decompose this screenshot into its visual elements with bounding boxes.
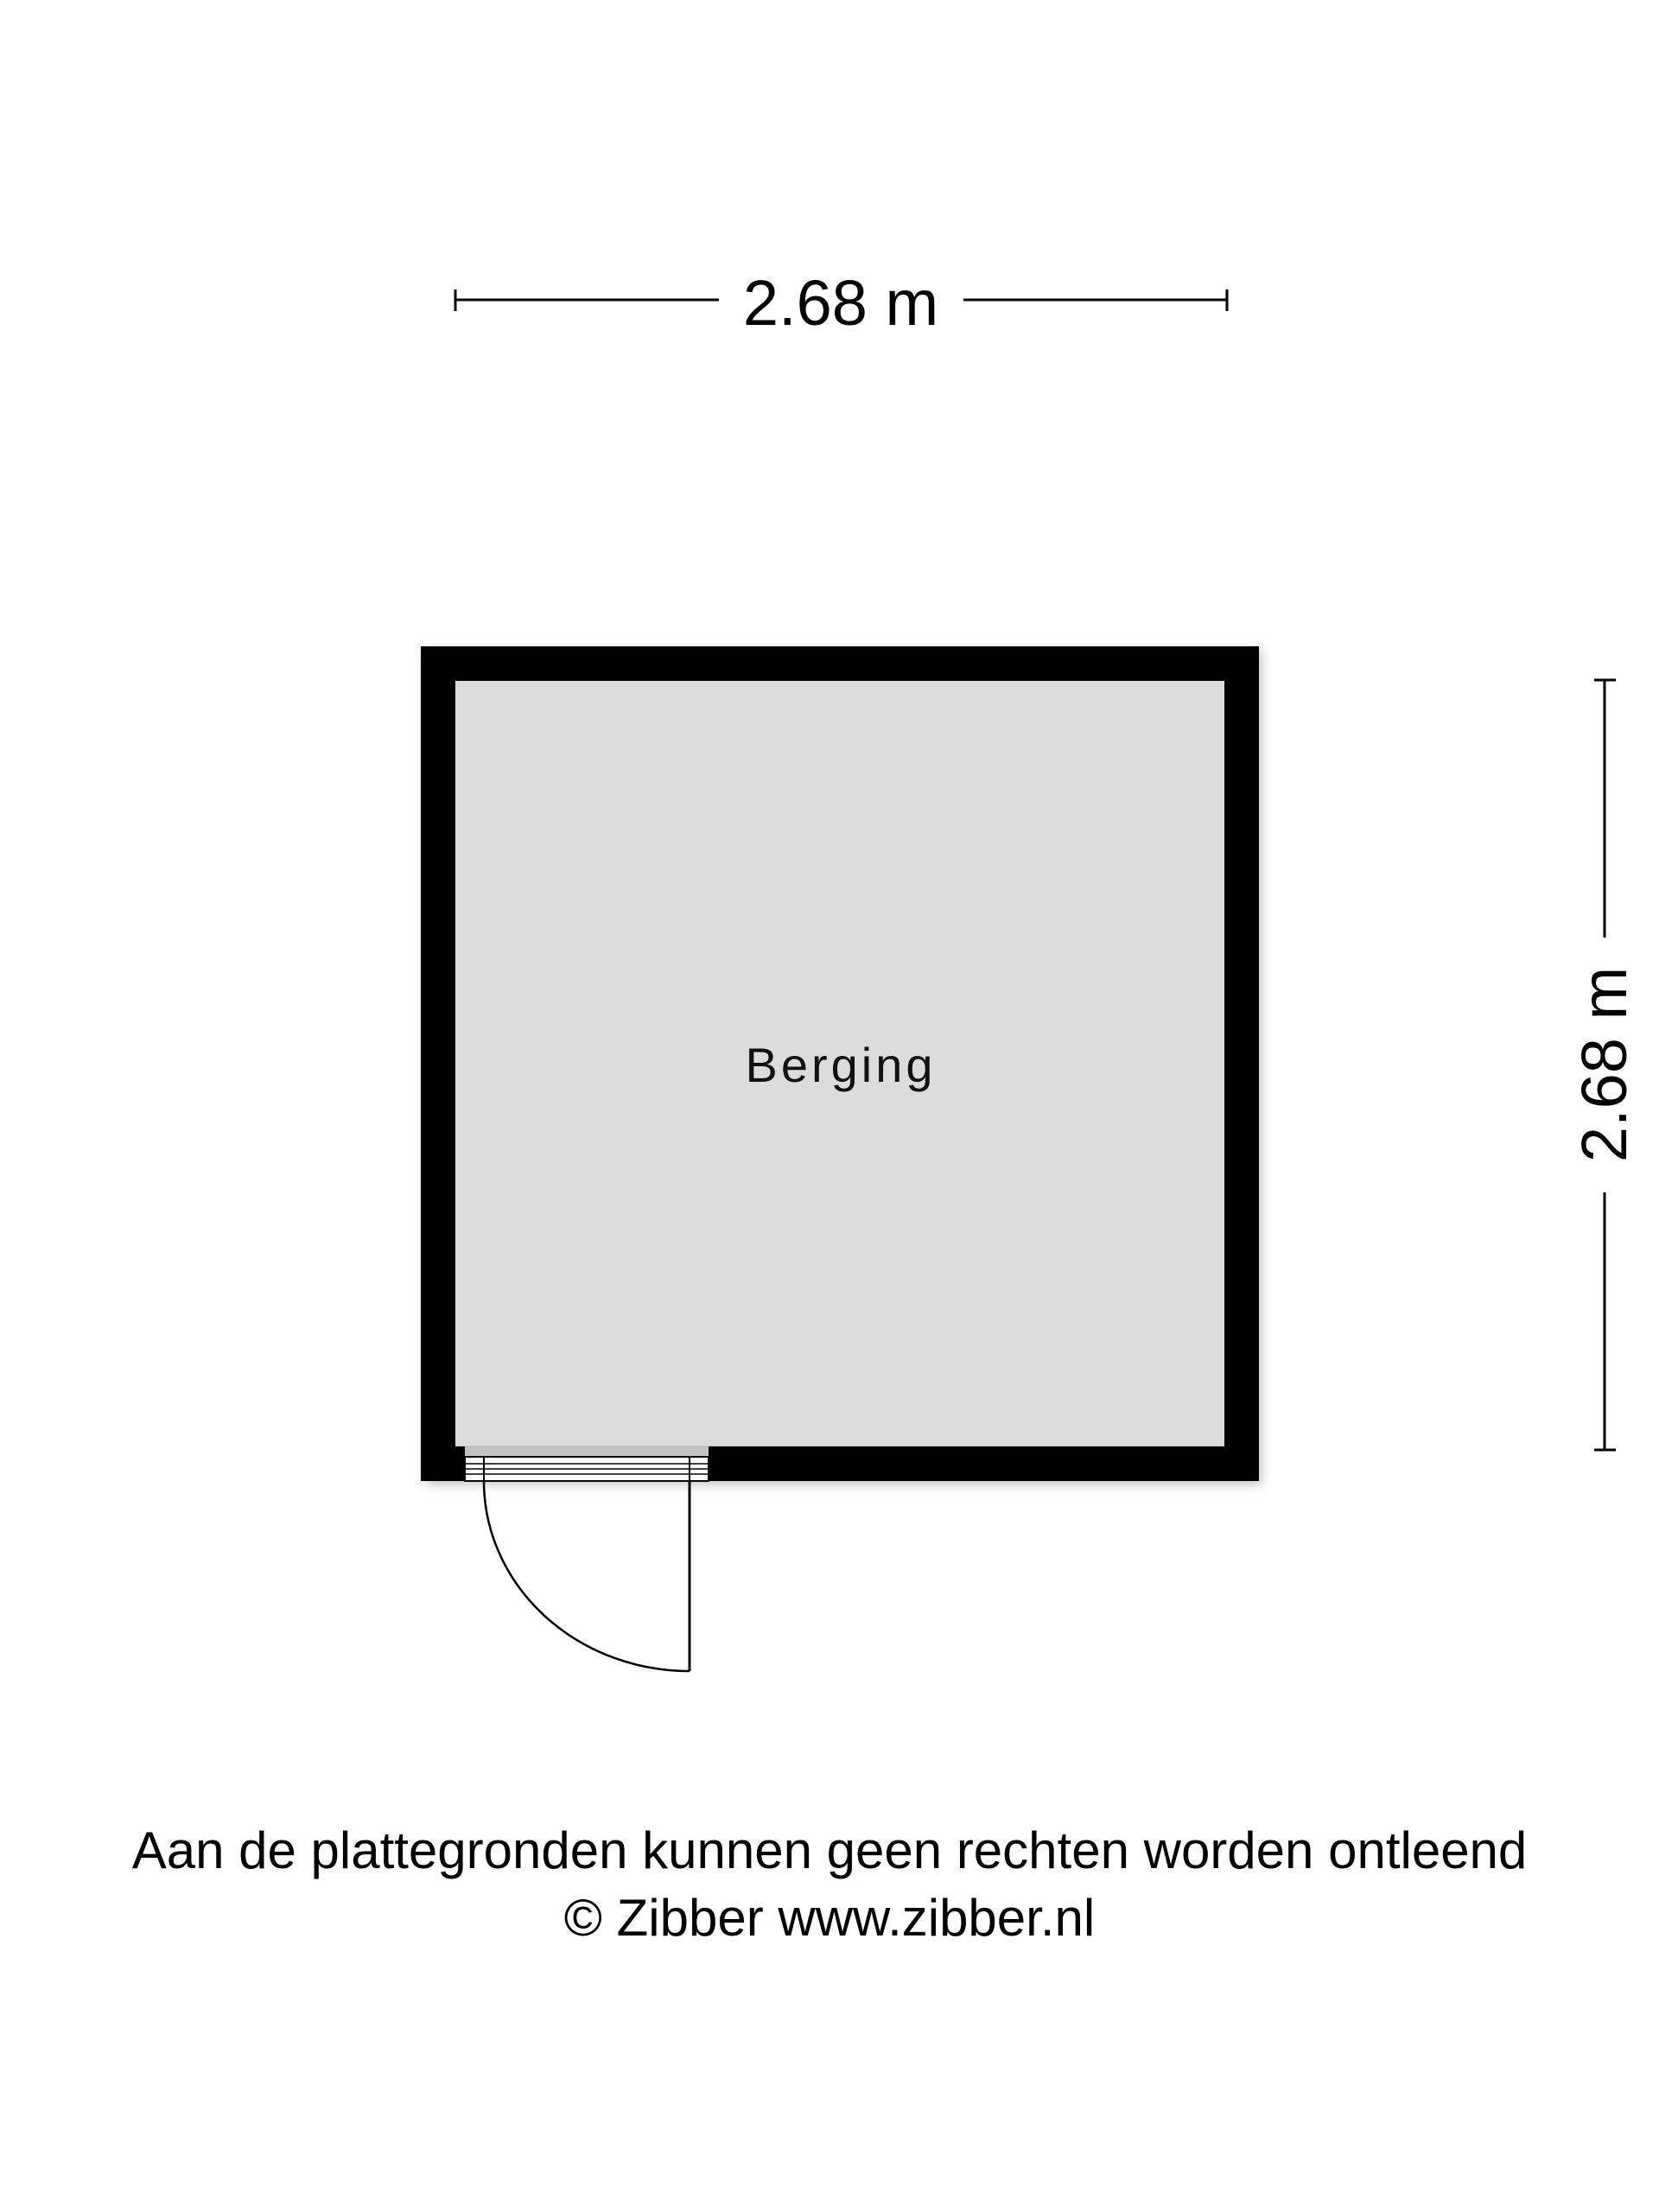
door-threshold [465,1457,709,1481]
wall-bottom-left [421,1446,465,1481]
depth-dimension-label: 2.68 m [1568,966,1640,1163]
width-dimension [455,267,1227,339]
wall-top [421,646,1259,681]
wall-left [421,646,455,1481]
width-dimension-label: 2.68 m [742,267,939,339]
depth-dimension [1568,680,1640,1450]
door-swing-arc [484,1481,690,1671]
copyright-text: © Zibber www.zibber.nl [563,1889,1096,1947]
wall-bottom-right [709,1446,1259,1481]
door [484,1481,690,1671]
disclaimer-text: Aan de plattegronden kunnen geen rechten worden ontleend [131,1821,1528,1879]
room-berging [421,646,1262,1671]
room-label: Berging [745,1038,937,1092]
wall-right [1224,646,1259,1481]
